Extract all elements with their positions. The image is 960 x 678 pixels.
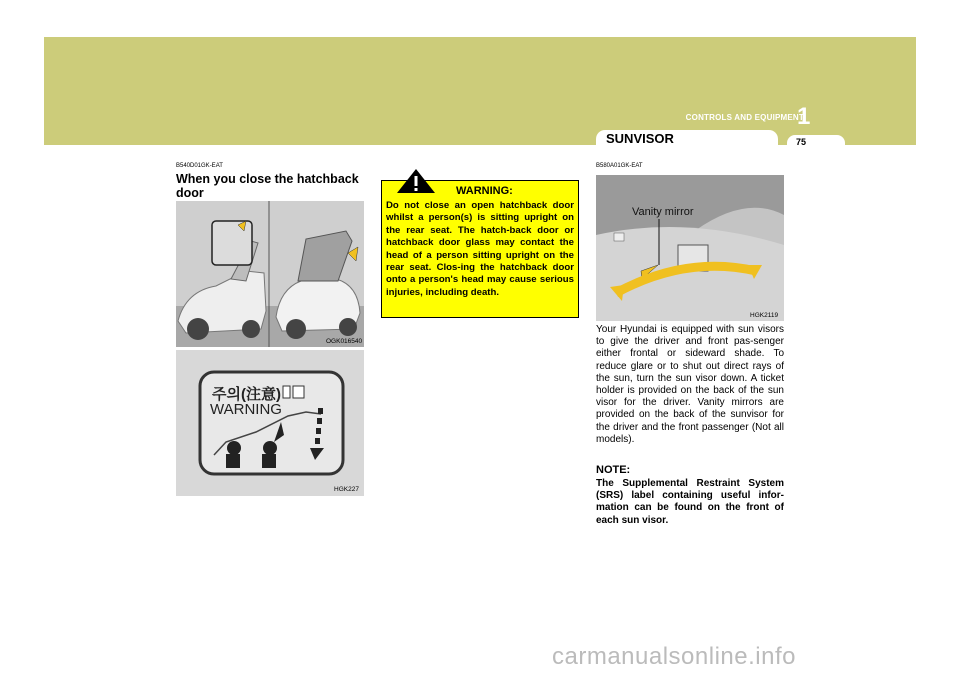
- page-number-tab: [787, 135, 845, 149]
- warning-title: WARNING:: [456, 185, 513, 197]
- photo-code-ogk016540: OGK016540: [326, 338, 363, 345]
- hatchback-illustration: [176, 201, 364, 347]
- section-code-left: B540D01GK-EAT: [176, 163, 223, 169]
- decal-illustration: [176, 350, 364, 496]
- hatchback-photo: [176, 201, 364, 347]
- warning-text: Do not close an open hatchback door whilst a person(s) is sitting upright on the rear seat. The hatch-back door or hatchback door glass may contact the head of a person sitting upright on the rear seat. Clos-ing the hatchback door onto a person's head may cause serious injuries, including death.: [386, 200, 574, 298]
- photo-code-hgk2119: HGK2119: [750, 312, 779, 319]
- hatchback-heading: When you close the hatchback door: [176, 172, 359, 200]
- section-code-right: B580A01GK-EAT: [596, 163, 643, 169]
- decal-warning-text: WARNING: [210, 401, 282, 418]
- note-title: NOTE:: [596, 464, 631, 476]
- header-band: [44, 37, 916, 145]
- chapter-number: 1: [797, 103, 811, 130]
- sunvisor-illustration: [596, 175, 784, 321]
- sunvisor-body-text: Your Hyundai is equipped with sun visors to give the driver and front pas-senger either frontal or sideward shade. To reduce glare or to shut out direct rays of the sun, turn the sun visor down. A ticket holder is provided on the back of the sun visor for the driver. Vanity mirrors are provided on the back of the sunvisor for the driver and the front passenger (Not all models).: [596, 324, 784, 445]
- warning-box: [381, 180, 579, 318]
- page-number: 75: [796, 137, 807, 147]
- section-tab: [596, 130, 778, 148]
- warning-decal-photo: [176, 350, 364, 496]
- site-watermark: carmanualsonline.info: [552, 643, 796, 670]
- chapter-title: CONTROLS AND EQUIPMENT: [685, 113, 804, 122]
- decal-korean-text: 주의(注意): [212, 386, 281, 403]
- warning-triangle-icon: [396, 168, 436, 194]
- sunvisor-photo: [596, 175, 784, 321]
- vanity-mirror-callout: Vanity mirror: [632, 206, 694, 218]
- photo-code-hgk227: HGK227: [334, 486, 359, 493]
- note-text: The Supplemental Restraint System (SRS) label containing useful infor-mation can be found on the front of each sun visor.: [596, 478, 784, 526]
- section-title: SUNVISOR: [606, 131, 674, 146]
